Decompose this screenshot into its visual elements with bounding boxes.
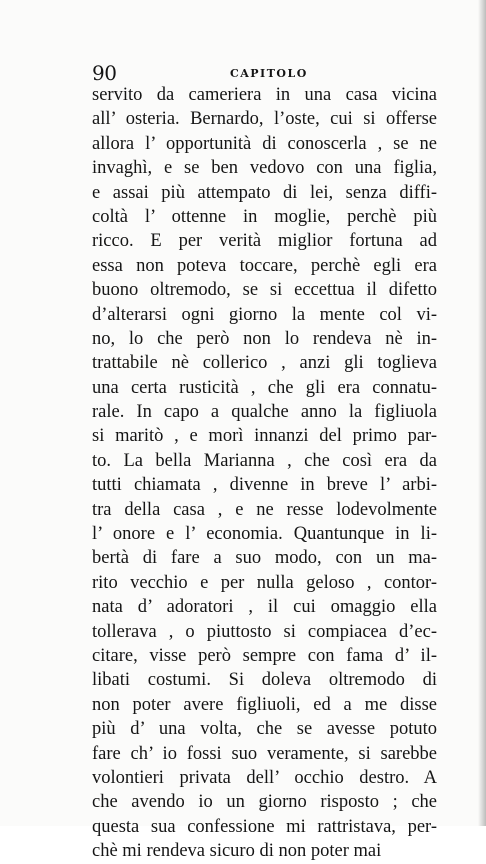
text-line: citare, visse però sempre con fama d’ il- [92, 645, 437, 666]
text-line: coltà l’ ottenne in moglie, perchè più [92, 206, 437, 227]
text-line: e assai più attempato di lei, senza diffi- [92, 182, 437, 203]
text-line: bertà di fare a suo modo, con un ma- [92, 548, 437, 569]
text-line: nata d’ adoratori , il cui omaggio ella [92, 597, 437, 618]
text-line: rale. In capo a qualche anno la figliuola [92, 402, 437, 423]
text-line: si maritò , e morì innanzi del primo par- [92, 426, 437, 447]
text-line: all’ osteria. Bernardo, l’oste, cui si offerse [92, 109, 437, 130]
text-line: buono oltremodo, se si eccettua il difetto [92, 280, 437, 301]
text-line: tutti chiamata , divenne in breve l’ arbi- [92, 475, 437, 496]
text-line: invaghì, e se ben vedovo con una figlia, [92, 158, 437, 179]
text-line: essa non poteva toccare, perchè egli era [92, 255, 437, 276]
text-line: chè mi rendeva sicuro di non poter mai [92, 841, 382, 862]
text-line: che avendo io un giorno risposto ; che [92, 792, 437, 813]
text-line: più d’ una volta, che se avesse potuto [92, 719, 437, 740]
text-line: rito vecchio e per nulla geloso , contor- [92, 572, 437, 593]
text-line: d’alterarsi ogni giorno la mente col vi- [92, 304, 437, 325]
text-line: questa sua confessione mi rattristava, per- [92, 816, 437, 837]
page-header [92, 62, 437, 84]
text-line: libati costumi. Si doleva oltremodo di [92, 670, 437, 691]
running-title: CAPITOLO [230, 67, 308, 80]
text-line: to. La bella Marianna , che così era da [92, 450, 437, 471]
text-line: tollerava , o piuttosto si compiacea d’ec- [92, 621, 437, 642]
text-line: ricco. E per verità miglior fortuna ad [92, 231, 437, 252]
page-number: 90 [92, 61, 117, 85]
text-line: no, lo che però non lo rendeva nè in- [92, 328, 437, 349]
text-line: allora l’ opportunità di conoscerla , se ne [92, 133, 437, 154]
body-text [92, 83, 437, 864]
text-line: l’ onore e l’ economia. Quantunque in li- [92, 524, 437, 545]
text-line: volontieri privata dell’ occhio destro. A [92, 767, 437, 788]
text-line: una certa rusticità , che gli era connatu- [92, 377, 437, 398]
text-line: non poter avere figliuoli, ed a me disse [92, 694, 437, 715]
page-edge-shadow [478, 0, 486, 826]
text-line: trattabile nè collerico , anzi gli toglieva [92, 353, 437, 374]
text-line: fare ch’ io fossi suo veramente, si sarebbe [92, 743, 437, 764]
text-line: servito da cameriera in una casa vicina [92, 85, 437, 105]
text-line: tra della casa , e ne resse lodevolmente [92, 499, 437, 520]
